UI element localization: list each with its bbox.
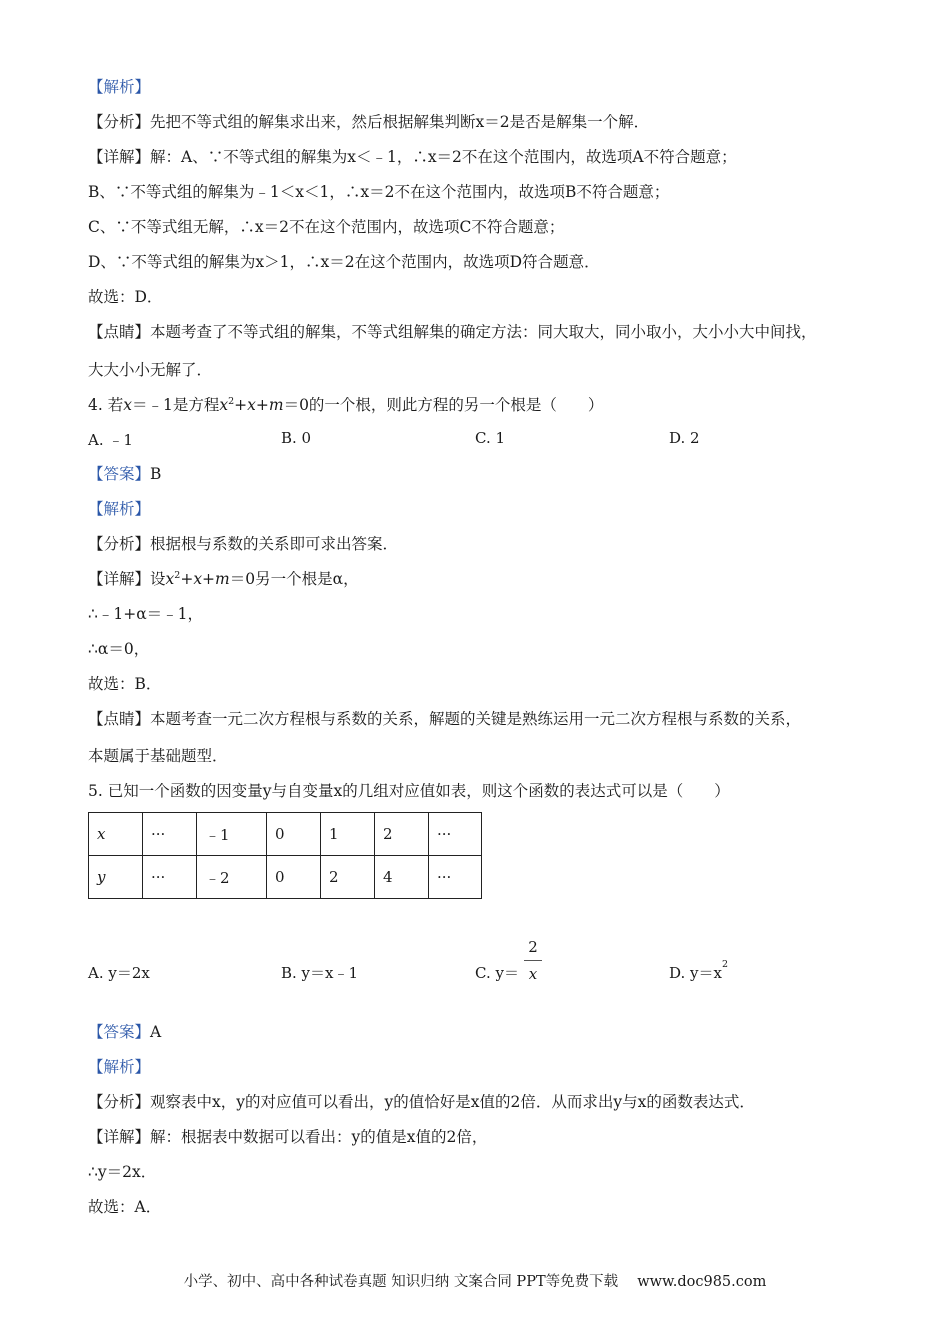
q5-choice-d-sq: 2 xyxy=(721,959,729,970)
q4-jiexi-tag: 【解析】 xyxy=(88,500,151,518)
q3-guxuan: 故选：D． xyxy=(88,288,163,306)
table-cell: y xyxy=(89,856,143,899)
q4-step-1: ∴﹣1+α＝﹣1， xyxy=(88,605,204,623)
q5-choice-c: C. y＝ xyxy=(475,964,519,982)
q5-guxuan: 故选：A． xyxy=(88,1198,162,1216)
q4-dianjing-tag: 【点睛】 xyxy=(88,710,151,728)
q4-xiangjie-prefix: 设 xyxy=(150,570,166,588)
q4-stem-sq: 2 xyxy=(228,396,235,407)
q4-stem-mid2: ＝0的一个根，则此方程的另一个根是（ ） xyxy=(283,396,604,414)
fraction-bar xyxy=(524,960,542,961)
q5-xiangjie-line xyxy=(88,1127,487,1147)
q4-xiangjie-sq: 2 xyxy=(174,570,181,581)
q4-stem-eq2: +x+m xyxy=(234,396,284,414)
q4-stem-mid1: ＝﹣1是方程 xyxy=(131,396,220,414)
q3-xiangjie-a: 解：A、∵不等式组的解集为x＜﹣1，∴x＝2不在这个范围内，故选项A不符合题意； xyxy=(150,148,737,166)
q4-choice-a: A. ﹣1 xyxy=(88,431,133,449)
fraction-denominator: x xyxy=(528,965,538,983)
q4-xiangjie-eq2: +x+m xyxy=(180,570,230,588)
q4-dianjing-line xyxy=(88,709,801,729)
table-cell: 0 xyxy=(267,856,321,899)
q5-xiangjie-text: 解：根据表中数据可以看出：y的值是x值的2倍， xyxy=(150,1128,488,1146)
q5-fenxi-line xyxy=(88,1092,755,1112)
table-cell: 2 xyxy=(321,856,375,899)
q5-value-table xyxy=(88,812,482,899)
q4-fenxi-tag: 【分析】 xyxy=(88,535,151,553)
q5-choice-d-text: D. y＝x xyxy=(669,964,722,982)
q4-answer-tag: 【答案】 xyxy=(88,465,151,483)
q4-guxuan: 故选：B． xyxy=(88,675,162,693)
q5-jiexi-tag: 【解析】 xyxy=(88,1058,151,1076)
q4-stem xyxy=(88,395,603,415)
q5-xiangjie-tag: 【详解】 xyxy=(88,1128,151,1146)
q4-choices xyxy=(88,429,868,451)
q5-choice-b: B. y＝x﹣1 xyxy=(281,964,359,982)
table-cell: ··· xyxy=(143,813,197,856)
q5-choice-c-fraction xyxy=(522,936,544,985)
q4-answer-line xyxy=(88,464,161,484)
table-cell: ··· xyxy=(429,856,482,899)
q4-xiangjie-suffix: ＝0另一个根是α， xyxy=(229,570,359,588)
q4-choice-b: B. 0 xyxy=(281,429,312,447)
q4-stem-prefix: 4. 若 xyxy=(88,396,124,414)
q3-fenxi-line xyxy=(88,112,649,132)
q4-xiangjie-tag: 【详解】 xyxy=(88,570,151,588)
table-row xyxy=(89,813,482,856)
q5-jiexi-heading xyxy=(88,1057,150,1077)
q4-dianjing-text-1: 本题考查一元二次方程根与系数的关系，解题的关键是熟练运用一元二次方程根与系数的关系， xyxy=(150,710,802,728)
q3-fenxi-tag: 【分析】 xyxy=(88,113,151,131)
table-cell: ﹣1 xyxy=(197,813,267,856)
table-cell: 0 xyxy=(267,813,321,856)
q5-choice-d xyxy=(669,959,729,983)
q5-stem: 5. 已知一个函数的因变量y与自变量x的几组对应值如表，则这个函数的表达式可以是（ ） xyxy=(88,782,730,800)
q3-line-d: D、∵不等式组的解集为x＞1，∴x＝2在这个范围内，故选项D符合题意． xyxy=(88,253,600,271)
q4-xiangjie-line xyxy=(88,569,359,589)
q4-fenxi-line xyxy=(88,534,398,554)
table-cell: 2 xyxy=(375,813,429,856)
table-cell: 4 xyxy=(375,856,429,899)
q4-choice-d: D. 2 xyxy=(669,429,700,447)
q4-choice-c: C. 1 xyxy=(475,429,506,447)
q4-stem-x: x xyxy=(123,396,132,414)
q5-fenxi-tag: 【分析】 xyxy=(88,1093,151,1111)
q4-dianjing-text-2: 本题属于基础题型． xyxy=(88,747,228,765)
q4-answer: B xyxy=(150,465,162,483)
table-cell: x xyxy=(89,813,143,856)
q3-jiexi-tag: 【解析】 xyxy=(88,78,151,96)
q3-xiangjie-line xyxy=(88,147,737,167)
fraction-numerator: 2 xyxy=(528,938,538,956)
table-cell: 1 xyxy=(321,813,375,856)
q4-xiangjie-eq: x xyxy=(165,570,175,588)
table-row xyxy=(89,856,482,899)
table-cell: ··· xyxy=(429,813,482,856)
q5-answer-line xyxy=(88,1022,161,1042)
page-footer: 小学、初中、高中各种试卷真题 知识归纳 文案合同 PPT等免费下载 www.doc985.com xyxy=(183,1274,767,1290)
q4-step-2: ∴α＝0， xyxy=(88,640,150,658)
q3-line-b: B、∵不等式组的解集为﹣1＜x＜1，∴x＝2不在这个范围内，故选项B不符合题意； xyxy=(88,183,670,201)
q5-answer-tag: 【答案】 xyxy=(88,1023,151,1041)
q4-fenxi-text: 根据根与系数的关系即可求出答案． xyxy=(150,535,399,553)
q3-dianjing-line xyxy=(88,322,817,342)
table-cell: ﹣2 xyxy=(197,856,267,899)
q5-answer: A xyxy=(150,1023,162,1041)
q3-dianjing-text-1: 本题考查了不等式组的解集，不等式组解集的确定方法：同大取大，同小取小，大小小大中间找， xyxy=(150,323,817,341)
q5-step-1: ∴y＝2x． xyxy=(88,1163,157,1181)
q5-choices xyxy=(88,959,868,984)
q4-jiexi-heading xyxy=(88,499,150,519)
q3-fenxi-text: 先把不等式组的解集求出来，然后根据解集判断x＝2是否是解集一个解． xyxy=(150,113,650,131)
q3-xiangjie-tag: 【详解】 xyxy=(88,148,151,166)
q3-jiexi-heading xyxy=(88,77,150,97)
q5-choice-a: A. y＝2x xyxy=(88,964,150,982)
q5-fenxi-text: 观察表中x，y的对应值可以看出，y的值恰好是x值的2倍．从而求出y与x的函数表达式． xyxy=(150,1093,755,1111)
q4-stem-eq: x xyxy=(219,396,229,414)
q3-line-c: C、∵不等式组无解，∴x＝2不在这个范围内，故选项C不符合题意； xyxy=(88,218,565,236)
q3-dianjing-text-2: 大大小小无解了． xyxy=(88,361,213,379)
q3-dianjing-tag: 【点睛】 xyxy=(88,323,151,341)
table-cell: ··· xyxy=(143,856,197,899)
